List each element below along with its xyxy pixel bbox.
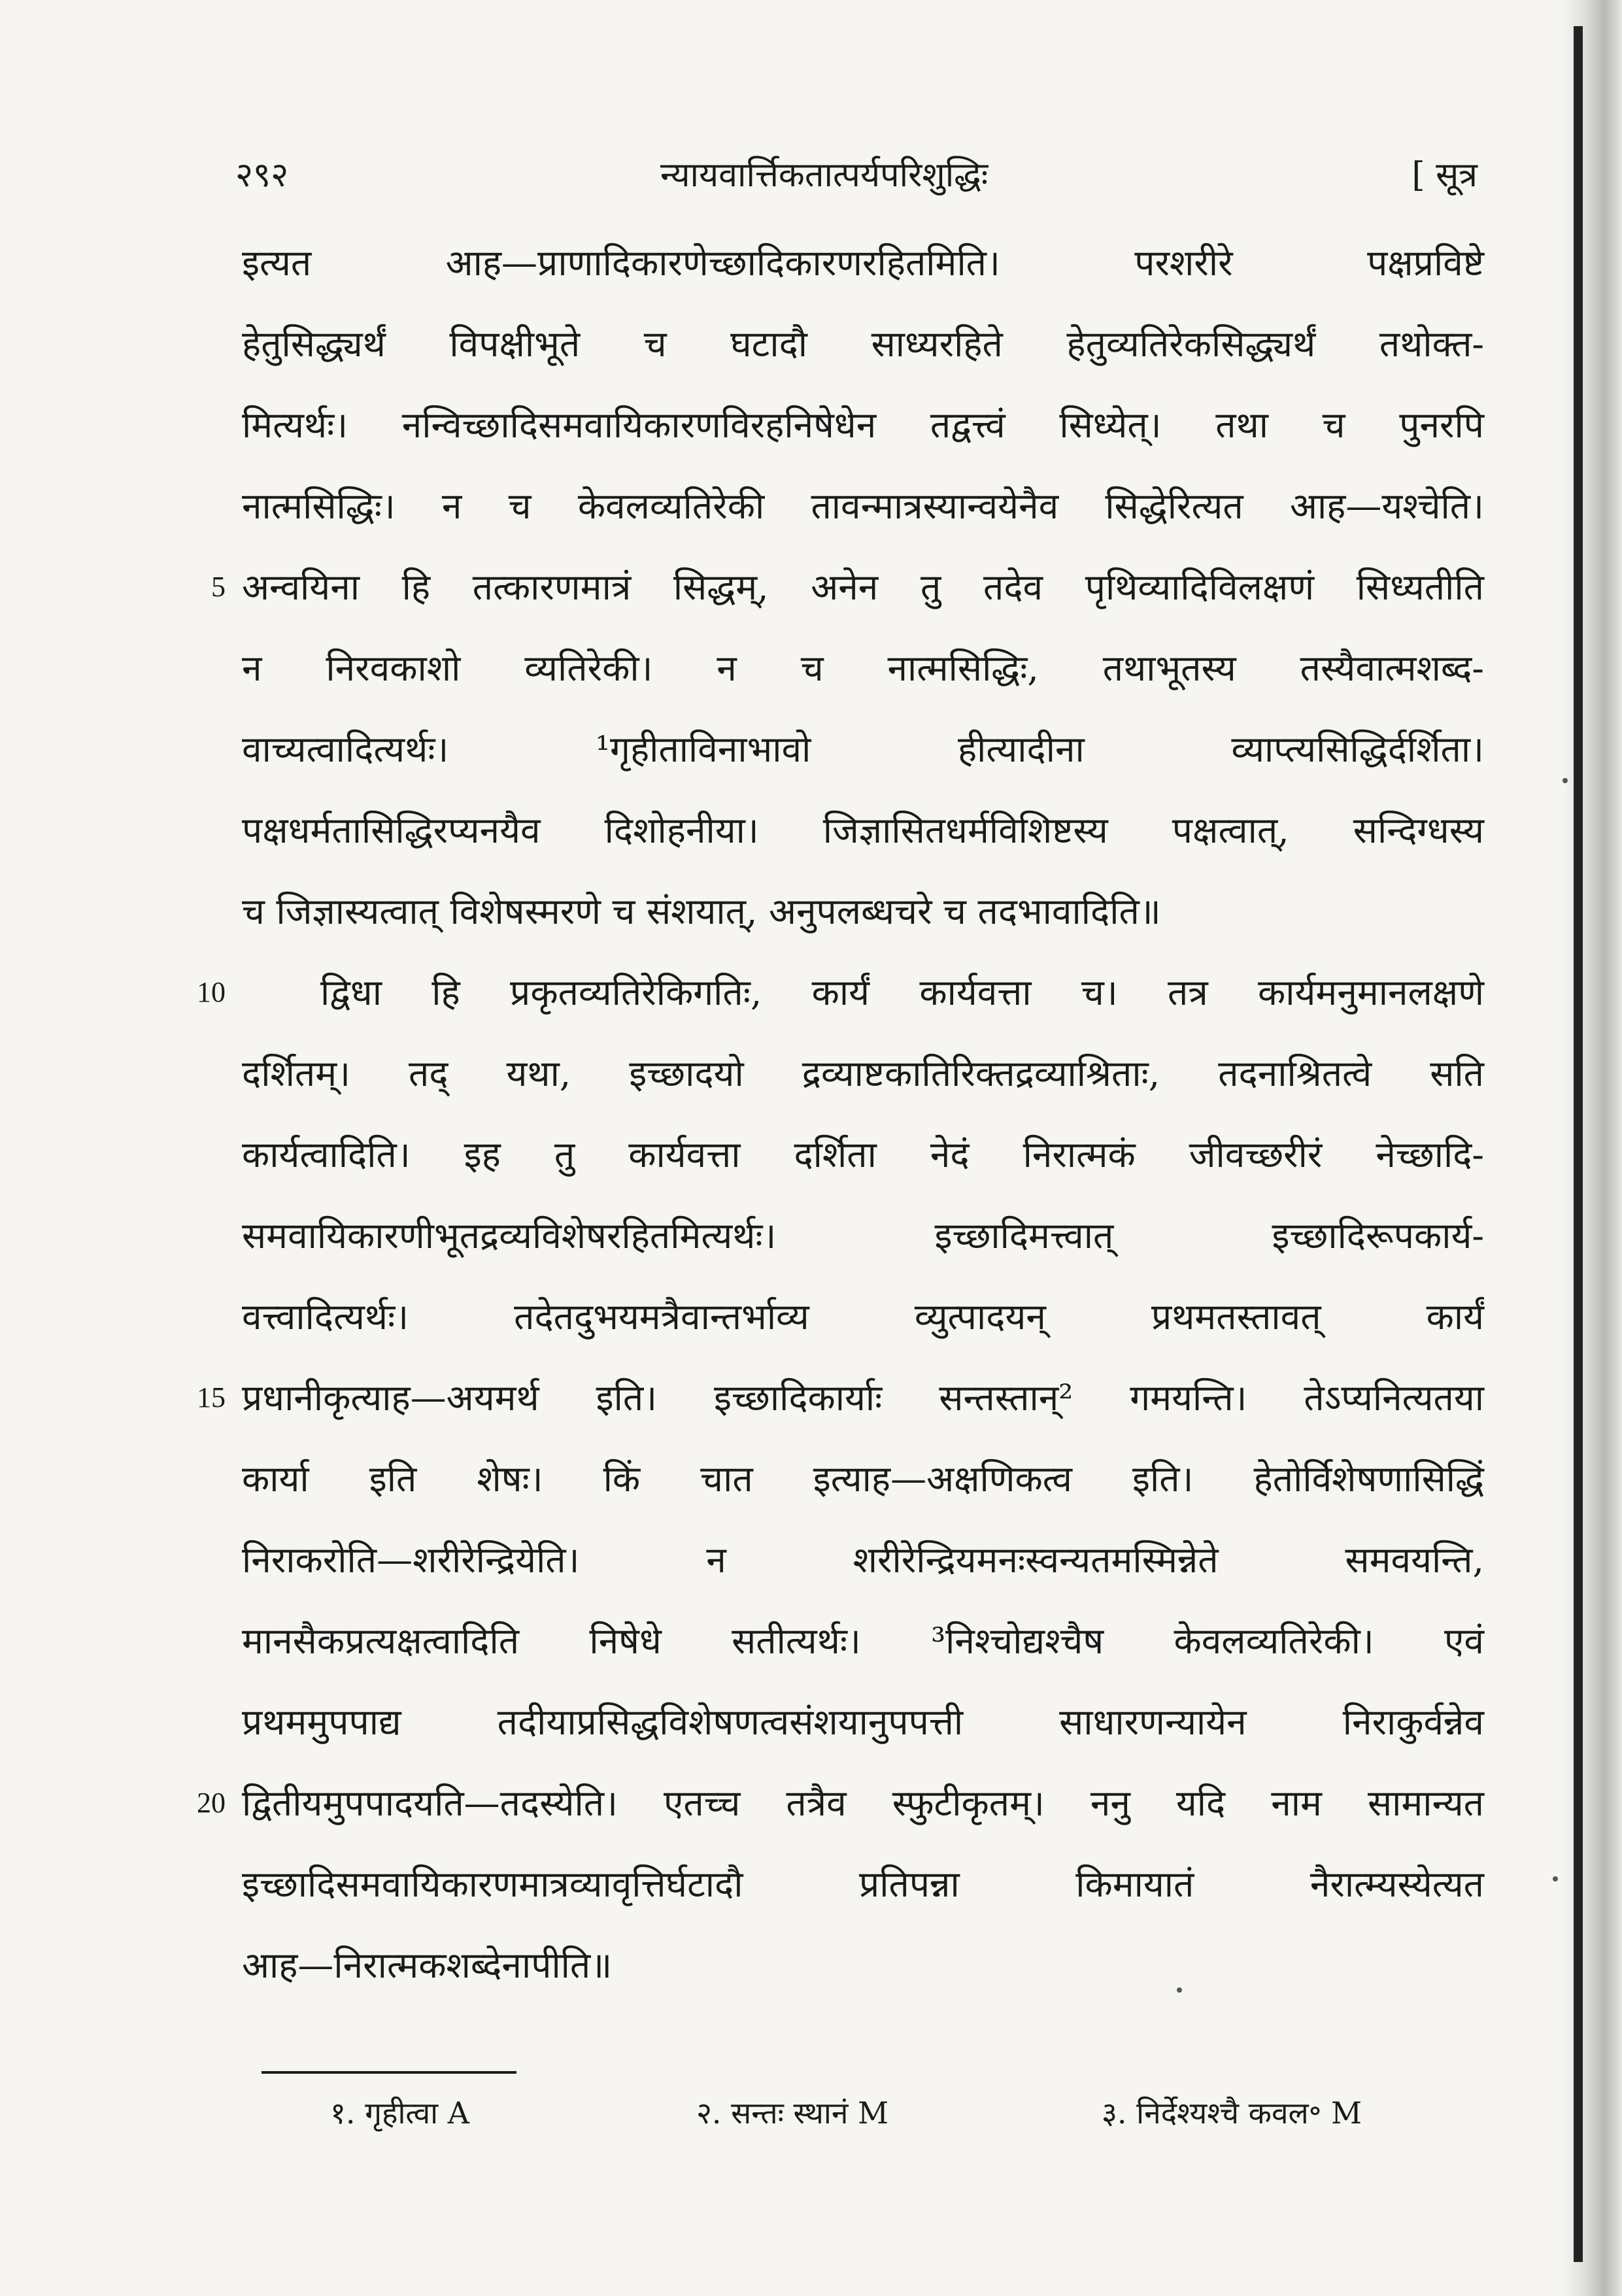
text-line: [242, 871, 1484, 952]
line-text: हेतुसिद्ध्यर्थं विपक्षीभूते च घटादौ साध्यरहिते हेतुव्यतिरेकसिद्ध्यर्थं तथोक्त-: [242, 323, 1484, 365]
line-text: च जिज्ञास्यत्वात् विशेषस्मरणे च संशयात्, अनुपलब्धचरे च तदभावादिति॥: [242, 890, 1161, 932]
line-text: नात्मसिद्धिः। न च केवलव्यतिरेकी तावन्मात्रस्यान्वयेनैव सिद्धेरित्यत आह—यश्चेति।: [242, 485, 1484, 527]
line-text: वत्त्वादित्यर्थः। तदेतदुभयमत्रैवान्तर्भाव्य व्युत्पादयन् प्रथमतस्तावत् कार्यं: [242, 1296, 1484, 1338]
page-number: २९२: [235, 156, 289, 195]
text-line: [242, 1195, 1484, 1276]
line-text: न निरवकाशो व्यतिरेकी। न च नात्मसिद्धिः, तथाभूतस्य तस्यैवात्मशब्द-: [242, 647, 1484, 689]
line-text: द्विधा हि प्रकृतव्यतिरेकिगतिः, कार्यं कार्यवत्ता च। तत्र कार्यमनुमानलक्षणे: [320, 971, 1484, 1013]
text-line: [197, 1357, 1484, 1438]
line-number: 5: [211, 571, 226, 603]
line-text: द्वितीयमुपपादयति—तदस्येति। एतच्च तत्रैव स्फुटीकृतम्। ननु यदि नाम सामान्यत: [242, 1782, 1484, 1824]
line-text: इत्यत आह—प्राणादिकारणेच्छादिकारणरहितमिति। परशरीरे पक्षप्रविष्टे: [242, 242, 1484, 284]
footnotes: [330, 2092, 1507, 2144]
line-text: प्रधानीकृत्याह—अयमर्थ इति। इच्छादिकार्याः सन्तस्तान्² गमयन्ति। तेऽप्यनित्यतया: [242, 1377, 1484, 1419]
line-number: 20: [197, 1787, 226, 1819]
running-title: न्यायवार्त्तिकतात्पर्यपरिशुद्धिः: [660, 156, 988, 195]
book-spine: [1574, 26, 1583, 2262]
main-text: [197, 222, 1484, 2006]
footnote-1: १. गृहीत्वा A: [330, 2095, 469, 2131]
text-line: [242, 1438, 1484, 1519]
page-header: [235, 137, 1478, 203]
text-line: [242, 1600, 1484, 1681]
text-line: [242, 384, 1484, 465]
text-line: [242, 1276, 1484, 1357]
line-number: 10: [197, 976, 226, 1008]
line-text: मित्यर्थः। नन्विच्छादिसमवायिकारणविरहनिषेधेन तद्वत्त्वं सिध्येत्। तथा च पुनरपि: [242, 404, 1484, 446]
line-text: निराकरोति—शरीरेन्द्रियेति। न शरीरेन्द्रियमनःस्वन्यतमस्मिन्नेते समवयन्ति,: [242, 1539, 1484, 1581]
line-number: 15: [197, 1381, 226, 1413]
text-line: [242, 1681, 1484, 1763]
line-text: दर्शितम्। तद् यथा, इच्छादयो द्रव्याष्टकातिरिक्तद्रव्याश्रिताः, तदनाश्रितत्वे सति: [242, 1053, 1484, 1094]
text-line: [242, 1033, 1484, 1114]
scan-speck: [1553, 1876, 1558, 1882]
line-text: इच्छादिसमवायिकारणमात्रव्यावृत्तिर्घटादौ प्रतिपन्ना किमायातं नैरात्म्यस्येत्यत: [242, 1863, 1484, 1905]
text-line: [242, 303, 1484, 384]
footnote-3: ३. निर्देश्यश्चै कवल॰ M: [1102, 2095, 1362, 2131]
text-line: [211, 547, 1484, 628]
text-line: [242, 465, 1484, 547]
page-edge-shadow: [1563, 0, 1622, 2296]
text-line: [242, 790, 1484, 871]
line-text: मानसैकप्रत्यक्षत्वादिति निषेधे सतीत्यर्थः। ³निश्चोद्यश्चैष केवलव्यतिरेकी। एवं: [242, 1620, 1484, 1662]
line-text: पक्षधर्मतासिद्धिरप्यनयैव दिशोहनीया। जिज्ञासितधर्मविशिष्टस्य पक्षत्वात्, सन्दिग्धस्य: [242, 809, 1484, 851]
section-mark: [ सूत्र: [1411, 156, 1478, 195]
text-line: [242, 1925, 1484, 2006]
text-line: [242, 222, 1484, 303]
text-line: [242, 628, 1484, 709]
text-line: [242, 1519, 1484, 1600]
scan-speck: [1177, 1987, 1182, 1993]
text-line: [242, 709, 1484, 790]
footnote-divider: [262, 2071, 516, 2074]
line-text: वाच्यत्वादित्यर्थः। ¹गृहीताविनाभावो हीत्यादीना व्याप्त्यसिद्धिर्दर्शिता।: [242, 728, 1484, 770]
text-line: [197, 1763, 1484, 1844]
line-text: कार्यत्वादिति। इह तु कार्यवत्ता दर्शिता नेदं निरात्मकं जीवच्छरीरं नेच्छादि-: [242, 1134, 1484, 1175]
line-text: प्रथममुपपाद्य तदीयाप्रसिद्धविशेषणत्वसंशयानुपपत्ती साधारणन्यायेन निराकुर्वन्नेव: [242, 1701, 1484, 1743]
text-line: [242, 1114, 1484, 1195]
text-line: [242, 1844, 1484, 1925]
line-text: समवायिकारणीभूतद्रव्यविशेषरहितमित्यर्थः। इच्छादिमत्त्वात् इच्छादिरूपकार्य-: [242, 1215, 1484, 1257]
scan-speck: [1563, 778, 1568, 783]
line-text: आह—निरात्मकशब्देनापीति॥: [242, 1944, 613, 1986]
line-text: कार्या इति शेषः। किं चात इत्याह—अक्षणिकत्व इति। हेतोर्विशेषणासिद्धिं: [242, 1458, 1484, 1500]
line-text: अन्वयिना हि तत्कारणमात्रं सिद्धम्, अनेन तु तदेव पृथिव्यादिविलक्षणं सिध्यतीति: [242, 566, 1484, 608]
text-line: [197, 952, 1484, 1033]
footnote-2: २. सन्तः स्थानं M: [696, 2095, 889, 2131]
